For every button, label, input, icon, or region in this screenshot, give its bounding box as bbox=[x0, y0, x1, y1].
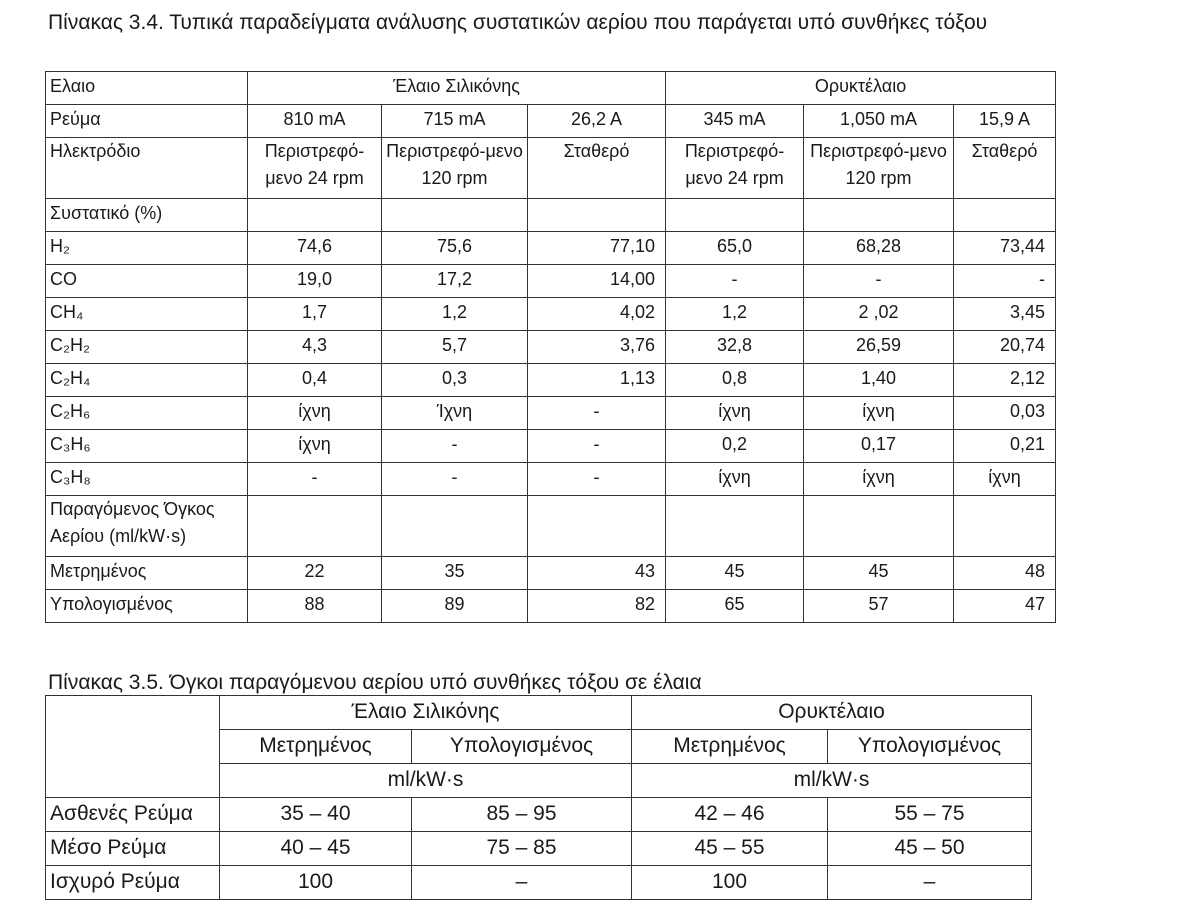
measured-header: Μετρημένος bbox=[220, 730, 412, 764]
value-cell: 48 bbox=[954, 557, 1056, 590]
calculated-label: Υπολογισμένος bbox=[46, 590, 248, 623]
electrode-cell: Σταθερό bbox=[954, 138, 1056, 199]
table-3-5-caption: Πίνακας 3.5. Όγκοι παραγόμενου αερίου υπό συνθήκες τόξου σε έλαια bbox=[48, 671, 702, 694]
component-name: C₂H₄ bbox=[46, 364, 248, 397]
medium-current-row bbox=[46, 832, 1032, 866]
value-cell: 1,2 bbox=[382, 298, 528, 331]
component-name: H₂ bbox=[46, 232, 248, 265]
electrode-cell: Περιστρεφό-μενο 120 rpm bbox=[804, 138, 954, 199]
component-row-ch4 bbox=[46, 298, 1056, 331]
gas-analysis-table bbox=[45, 71, 1056, 623]
oil-label: Ελαιο bbox=[46, 72, 248, 105]
component-row-c3h6 bbox=[46, 430, 1056, 463]
current-cell: 345 mA bbox=[666, 105, 804, 138]
electrode-cell: Περιστρεφό-μενο 24 rpm bbox=[666, 138, 804, 199]
value-cell: - bbox=[666, 265, 804, 298]
value-cell: ίχνη bbox=[954, 463, 1056, 496]
value-cell: 4,02 bbox=[528, 298, 666, 331]
value-cell: 88 bbox=[248, 590, 382, 623]
value-cell: 1,40 bbox=[804, 364, 954, 397]
value-cell: 2 ,02 bbox=[804, 298, 954, 331]
value-cell: 73,44 bbox=[954, 232, 1056, 265]
current-cell: 15,9 A bbox=[954, 105, 1056, 138]
value-cell: - bbox=[528, 463, 666, 496]
oil-type-header-row bbox=[46, 696, 1032, 730]
value-cell: 1,7 bbox=[248, 298, 382, 331]
value-cell: 0,21 bbox=[954, 430, 1056, 463]
value-cell: 2,12 bbox=[954, 364, 1056, 397]
calculated-row bbox=[46, 590, 1056, 623]
value-cell: 3,45 bbox=[954, 298, 1056, 331]
value-cell: - bbox=[528, 430, 666, 463]
current-cell: 1,050 mA bbox=[804, 105, 954, 138]
electrode-cell: Περιστρεφό-μενο 120 rpm bbox=[382, 138, 528, 199]
measured-header: Μετρημένος bbox=[632, 730, 828, 764]
row-label: Ισχυρό Ρεύμα bbox=[46, 866, 220, 900]
current-cell: 715 mA bbox=[382, 105, 528, 138]
value-cell: 77,10 bbox=[528, 232, 666, 265]
value-cell: 22 bbox=[248, 557, 382, 590]
value-cell: 0,8 bbox=[666, 364, 804, 397]
value-cell: ίχνη bbox=[666, 397, 804, 430]
current-row bbox=[46, 105, 1056, 138]
component-row-co bbox=[46, 265, 1056, 298]
component-row-c2h4 bbox=[46, 364, 1056, 397]
component-row-h2 bbox=[46, 232, 1056, 265]
component-row-c2h2 bbox=[46, 331, 1056, 364]
unit-cell: ml/kW·s bbox=[632, 764, 1032, 798]
value-cell: 0,4 bbox=[248, 364, 382, 397]
value-cell: - bbox=[382, 430, 528, 463]
value-cell: 57 bbox=[804, 590, 954, 623]
value-cell: - bbox=[528, 397, 666, 430]
value-cell: 40 – 45 bbox=[220, 832, 412, 866]
value-cell: ίχνη bbox=[804, 397, 954, 430]
value-cell: 65,0 bbox=[666, 232, 804, 265]
mineral-oil-header: Ορυκτέλαιο bbox=[666, 72, 1056, 105]
electrode-cell: Σταθερό bbox=[528, 138, 666, 199]
value-cell: 3,76 bbox=[528, 331, 666, 364]
value-cell: ίχνη bbox=[248, 397, 382, 430]
value-cell: 45 – 55 bbox=[632, 832, 828, 866]
value-cell: 68,28 bbox=[804, 232, 954, 265]
value-cell: 5,7 bbox=[382, 331, 528, 364]
current-cell: 810 mA bbox=[248, 105, 382, 138]
value-cell: 20,74 bbox=[954, 331, 1056, 364]
value-cell: 45 – 50 bbox=[828, 832, 1032, 866]
value-cell: 0,3 bbox=[382, 364, 528, 397]
value-cell: Ίχνη bbox=[382, 397, 528, 430]
value-cell: ίχνη bbox=[248, 430, 382, 463]
value-cell: 14,00 bbox=[528, 265, 666, 298]
value-cell: 1,13 bbox=[528, 364, 666, 397]
value-cell: - bbox=[804, 265, 954, 298]
value-cell: 100 bbox=[220, 866, 412, 900]
calculated-header: Υπολογισμένος bbox=[412, 730, 632, 764]
component-name: C₃H₈ bbox=[46, 463, 248, 496]
value-cell: 75,6 bbox=[382, 232, 528, 265]
value-cell: 43 bbox=[528, 557, 666, 590]
value-cell: - bbox=[954, 265, 1056, 298]
value-cell: 45 bbox=[804, 557, 954, 590]
value-cell: 100 bbox=[632, 866, 828, 900]
value-cell: 82 bbox=[528, 590, 666, 623]
value-cell: - bbox=[382, 463, 528, 496]
electrode-row bbox=[46, 138, 1056, 199]
gas-volume-table bbox=[45, 695, 1032, 900]
measured-row bbox=[46, 557, 1056, 590]
value-cell: ίχνη bbox=[666, 463, 804, 496]
row-label: Ασθενές Ρεύμα bbox=[46, 798, 220, 832]
value-cell: 1,2 bbox=[666, 298, 804, 331]
value-cell: – bbox=[828, 866, 1032, 900]
mineral-oil-header: Ορυκτέλαιο bbox=[632, 696, 1032, 730]
value-cell: 0,17 bbox=[804, 430, 954, 463]
table-3-4-caption: Πίνακας 3.4. Τυπικά παραδείγματα ανάλυσης συστατικών αερίου που παράγεται υπό συνθήκες τόξου bbox=[48, 11, 988, 34]
value-cell: 47 bbox=[954, 590, 1056, 623]
silicone-oil-header: Έλαιο Σιλικόνης bbox=[220, 696, 632, 730]
value-cell: 74,6 bbox=[248, 232, 382, 265]
component-name: C₃H₆ bbox=[46, 430, 248, 463]
value-cell: 0,03 bbox=[954, 397, 1056, 430]
electrode-label: Ηλεκτρόδιο bbox=[46, 138, 248, 199]
value-cell: - bbox=[248, 463, 382, 496]
component-name: CO bbox=[46, 265, 248, 298]
value-cell: 89 bbox=[382, 590, 528, 623]
value-cell: 35 – 40 bbox=[220, 798, 412, 832]
silicone-oil-header: Έλαιο Σιλικόνης bbox=[248, 72, 666, 105]
current-label: Ρεύμα bbox=[46, 105, 248, 138]
row-label: Μέσο Ρεύμα bbox=[46, 832, 220, 866]
value-cell: – bbox=[412, 866, 632, 900]
gas-volume-header-row bbox=[46, 496, 1056, 557]
value-cell: 26,59 bbox=[804, 331, 954, 364]
component-name: C₂H₆ bbox=[46, 397, 248, 430]
component-row-c3h8 bbox=[46, 463, 1056, 496]
value-cell: 4,3 bbox=[248, 331, 382, 364]
component-label: Συστατικό (%) bbox=[46, 199, 248, 232]
unit-cell: ml/kW·s bbox=[220, 764, 632, 798]
value-cell: 35 bbox=[382, 557, 528, 590]
value-cell: 45 bbox=[666, 557, 804, 590]
value-cell: 75 – 85 bbox=[412, 832, 632, 866]
value-cell: 42 – 46 bbox=[632, 798, 828, 832]
value-cell: 55 – 75 bbox=[828, 798, 1032, 832]
calculated-header: Υπολογισμένος bbox=[828, 730, 1032, 764]
value-cell: 65 bbox=[666, 590, 804, 623]
component-header-row bbox=[46, 199, 1056, 232]
weak-current-row bbox=[46, 798, 1032, 832]
component-name: C₂H₂ bbox=[46, 331, 248, 364]
component-name: CH₄ bbox=[46, 298, 248, 331]
measured-label: Μετρημένος bbox=[46, 557, 248, 590]
oil-header-row bbox=[46, 72, 1056, 105]
value-cell: 32,8 bbox=[666, 331, 804, 364]
current-cell: 26,2 A bbox=[528, 105, 666, 138]
gas-volume-label: Παραγόμενος Όγκος Αερίου (ml/kW·s) bbox=[46, 496, 248, 557]
component-row-c2h6 bbox=[46, 397, 1056, 430]
value-cell: 17,2 bbox=[382, 265, 528, 298]
value-cell: 85 – 95 bbox=[412, 798, 632, 832]
strong-current-row bbox=[46, 866, 1032, 900]
value-cell: 19,0 bbox=[248, 265, 382, 298]
value-cell: ίχνη bbox=[804, 463, 954, 496]
electrode-cell: Περιστρεφό-μενο 24 rpm bbox=[248, 138, 382, 199]
value-cell: 0,2 bbox=[666, 430, 804, 463]
